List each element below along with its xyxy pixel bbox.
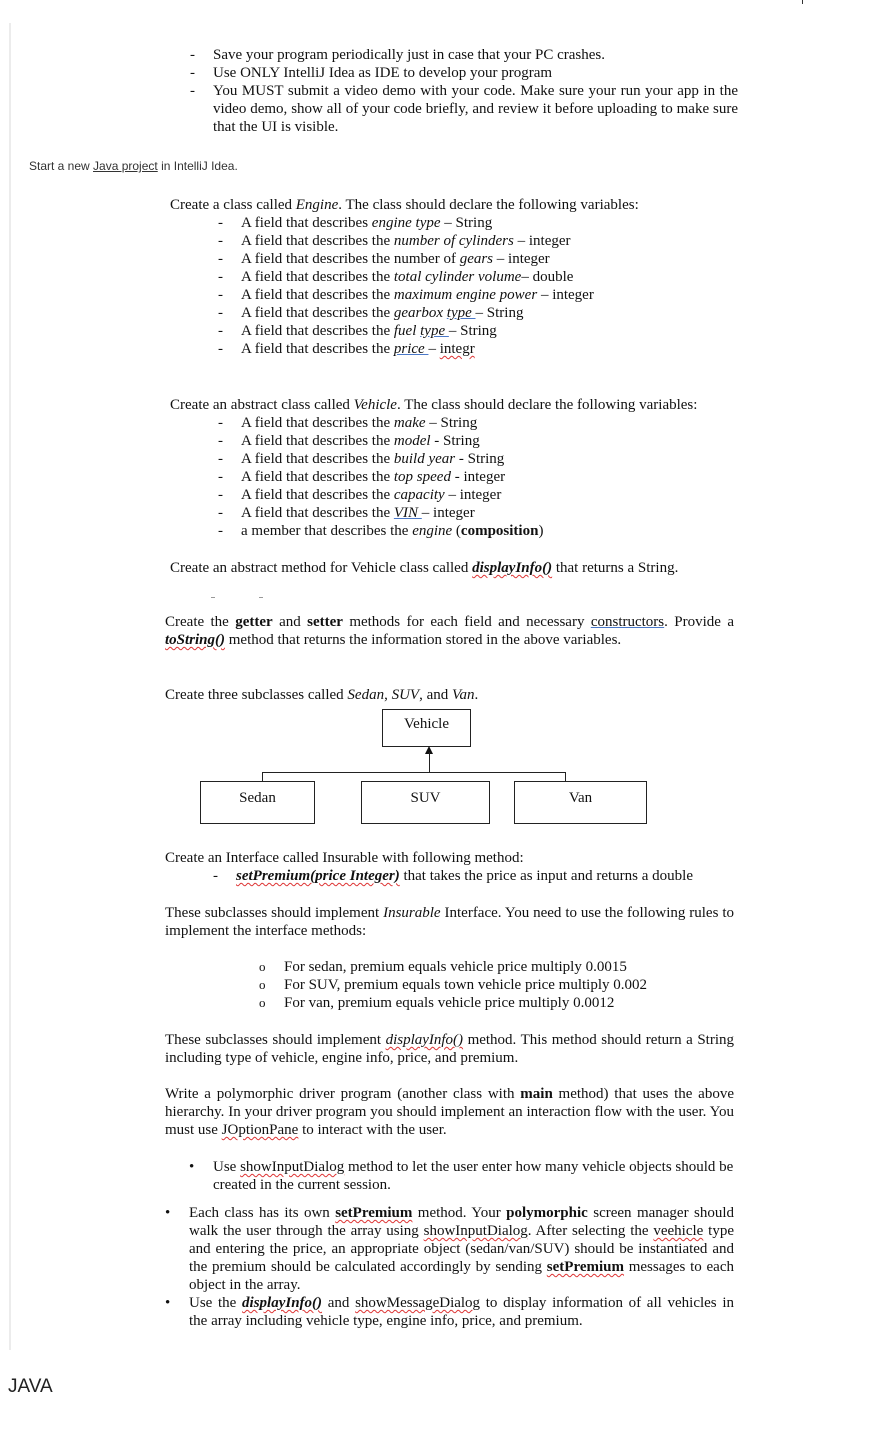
implement-rules-text: These subclasses should implement Insurable Interface. You need to use the following rules to implement the interface methods:	[165, 905, 734, 939]
intro-item: - Use ONLY IntelliJ Idea as IDE to develop your program	[186, 64, 738, 82]
getter-setter-text: Create the getter and setter methods for each field and necessary constructors. Provide a toString() method that returns the information stored in the above variables.	[165, 614, 734, 648]
premium-rule: o For van, premium equals vehicle price multiply 0.0012	[259, 994, 647, 1012]
vehicle-field: - A field that describes the make – String	[214, 414, 543, 432]
vehicle-field: - A field that describes the VIN – integer	[214, 504, 543, 522]
driver-bullet: • Use the displayInfo() and showMessageDialog to display information of all vehicles in the array including vehicle type, engine info, price, and premium.	[165, 1294, 734, 1330]
vehicle-field: - A field that describes the build year - String	[214, 450, 543, 468]
premium-rules	[259, 958, 647, 1012]
premium-rule: o For sedan, premium equals vehicle price multiply 0.0015	[259, 958, 647, 976]
engine-field: - A field that describes the gearbox type – String	[214, 304, 594, 322]
quote-border	[9, 23, 11, 1350]
engine-fields	[214, 214, 594, 358]
java-project-link[interactable]: Java project	[93, 159, 158, 173]
stray-dash	[259, 597, 263, 598]
start-instruction: Start a new Java project in IntelliJ Idea.	[29, 159, 238, 173]
display-info-text: These subclasses should implement displayInfo() method. This method should return a String including type of vehicle, engine info, price, and premium.	[165, 1032, 734, 1066]
diagram-box-van: Van	[514, 781, 647, 824]
engine-field: - A field that describes the maximum engine power – integer	[214, 286, 594, 304]
vehicle-intro: Create an abstract class called Vehicle. The class should declare the following variables:	[170, 397, 698, 413]
intro-list	[186, 46, 738, 136]
driver-bullet: • Use showInputDialog method to let the user enter how many vehicle objects should be created in the current session.	[189, 1158, 734, 1194]
vehicle-field: - A field that describes the model - String	[214, 432, 543, 450]
engine-field: - A field that describes the number of cylinders – integer	[214, 232, 594, 250]
diagram-connector	[429, 752, 430, 773]
interface-methods	[209, 867, 693, 885]
engine-field: - A field that describes the price – integr	[214, 340, 594, 358]
language-tag: JAVA	[8, 1376, 53, 1397]
intro-item: - You MUST submit a video demo with your code. Make sure your run your app in the video demo, show all of your code briefly, and review it before uploading to make sure that the UI is visible.	[186, 82, 738, 136]
stray-dash	[211, 597, 215, 598]
vehicle-fields	[214, 414, 543, 540]
interface-intro: Create an Interface called Insurable with following method:	[165, 850, 524, 866]
driver-bullets	[165, 1204, 734, 1330]
driver-first-bullet	[189, 1158, 734, 1194]
premium-rule: o For SUV, premium equals town vehicle price multiply 0.002	[259, 976, 647, 994]
engine-field: - A field that describes the number of gears – integer	[214, 250, 594, 268]
diagram-connector	[262, 772, 566, 773]
driver-bullet: • Each class has its own setPremium method. Your polymorphic screen manager should walk the user through the array using showInputDialog. After selecting the veehicle type and entering the price, an appropriate object (sedan/van/SUV) should be instantiated and the premium should be calculated accordingly by sending setPremium messages to each object in the array.	[165, 1204, 734, 1294]
diagram-connector	[565, 772, 566, 781]
diagram-connector	[262, 772, 263, 781]
diagram-box-sedan: Sedan	[200, 781, 315, 824]
intro-item: - Save your program periodically just in case that your PC crashes.	[186, 46, 738, 64]
engine-field: - A field that describes engine type – String	[214, 214, 594, 232]
abstract-method-text: Create an abstract method for Vehicle class called displayInfo() that returns a String.	[170, 560, 679, 576]
engine-field: - A field that describes the fuel type – String	[214, 322, 594, 340]
vehicle-field: - A field that describes the top speed - integer	[214, 468, 543, 486]
driver-text: Write a polymorphic driver program (another class with main method) that uses the above hierarchy. In your driver program you should implement an interaction flow with the user. You must use JOptionPane to interact with the user.	[165, 1086, 734, 1138]
diagram-box-vehicle: Vehicle	[382, 709, 471, 747]
diagram-box-suv: SUV	[361, 781, 490, 824]
vehicle-field: - A field that describes the capacity – integer	[214, 486, 543, 504]
subclasses-text: Create three subclasses called Sedan, SUV, and Van.	[165, 687, 479, 703]
interface-method: - setPremium(price Integer) that takes the price as input and returns a double	[209, 867, 693, 885]
top-edge-mark	[802, 0, 803, 4]
engine-field: - A field that describes the total cylinder volume– double	[214, 268, 594, 286]
engine-intro: Create a class called Engine. The class should declare the following variables:	[170, 197, 639, 213]
vehicle-field: - a member that describes the engine (composition)	[214, 522, 543, 540]
